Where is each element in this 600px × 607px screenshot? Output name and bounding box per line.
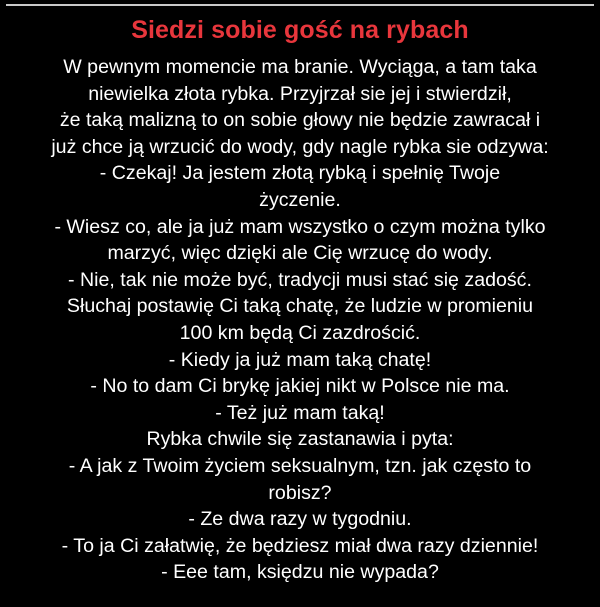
joke-line: niewielka złota rybka. Przyjrzał sie jej i stwierdził, <box>88 82 512 105</box>
joke-line: że taką malizną to on sobie głowy nie będzie zawracał i <box>59 109 541 132</box>
joke-line: - To ja Ci załatwię, że będziesz miał dwa razy dziennie! <box>61 534 539 557</box>
joke-line: - Wiesz co, ale ja już mam wszystko o czym można tylko <box>54 215 546 238</box>
joke-line: - A jak z Twoim życiem seksualnym, tzn. jak często to <box>68 454 532 477</box>
joke-line: - Czekaj! Ja jestem złotą rybką i spełnię Twoje <box>99 162 501 185</box>
joke-line: - Nie, tak nie może być, tradycji musi stać się zadość. <box>68 268 532 291</box>
joke-line: - Też już mam taką! <box>215 401 385 424</box>
joke-line: 100 km będą Ci zazdrościć. <box>179 321 421 344</box>
joke-line: - No to dam Ci brykę jakiej nikt w Polsce nie ma. <box>90 375 510 398</box>
joke-body <box>0 54 600 586</box>
joke-line: W pewnym momencie ma branie. Wyciąga, a tam taka <box>63 56 537 78</box>
joke-line: Rybka chwile się zastanawia i pyta: <box>146 428 454 451</box>
joke-line: Słuchaj postawię Ci taką chatę, że ludzie w promieniu <box>66 295 534 318</box>
joke-title: Siedzi sobie gość na rybach <box>131 16 469 44</box>
joke-line: życzenie. <box>259 188 341 211</box>
joke-line: - Eee tam, księdzu nie wypada? <box>161 561 439 584</box>
joke-line: - Kiedy ja już mam taką chatę! <box>168 348 432 371</box>
joke-line: - Ze dwa razy w tygodniu. <box>188 508 412 531</box>
joke-line: robisz? <box>268 481 332 504</box>
joke-line: już chce ją wrzucić do wody, gdy nagle rybka sie odzywa: <box>51 135 549 158</box>
joke-line: marzyć, więc dzięki ale Cię wrzucę do wody. <box>107 242 493 265</box>
